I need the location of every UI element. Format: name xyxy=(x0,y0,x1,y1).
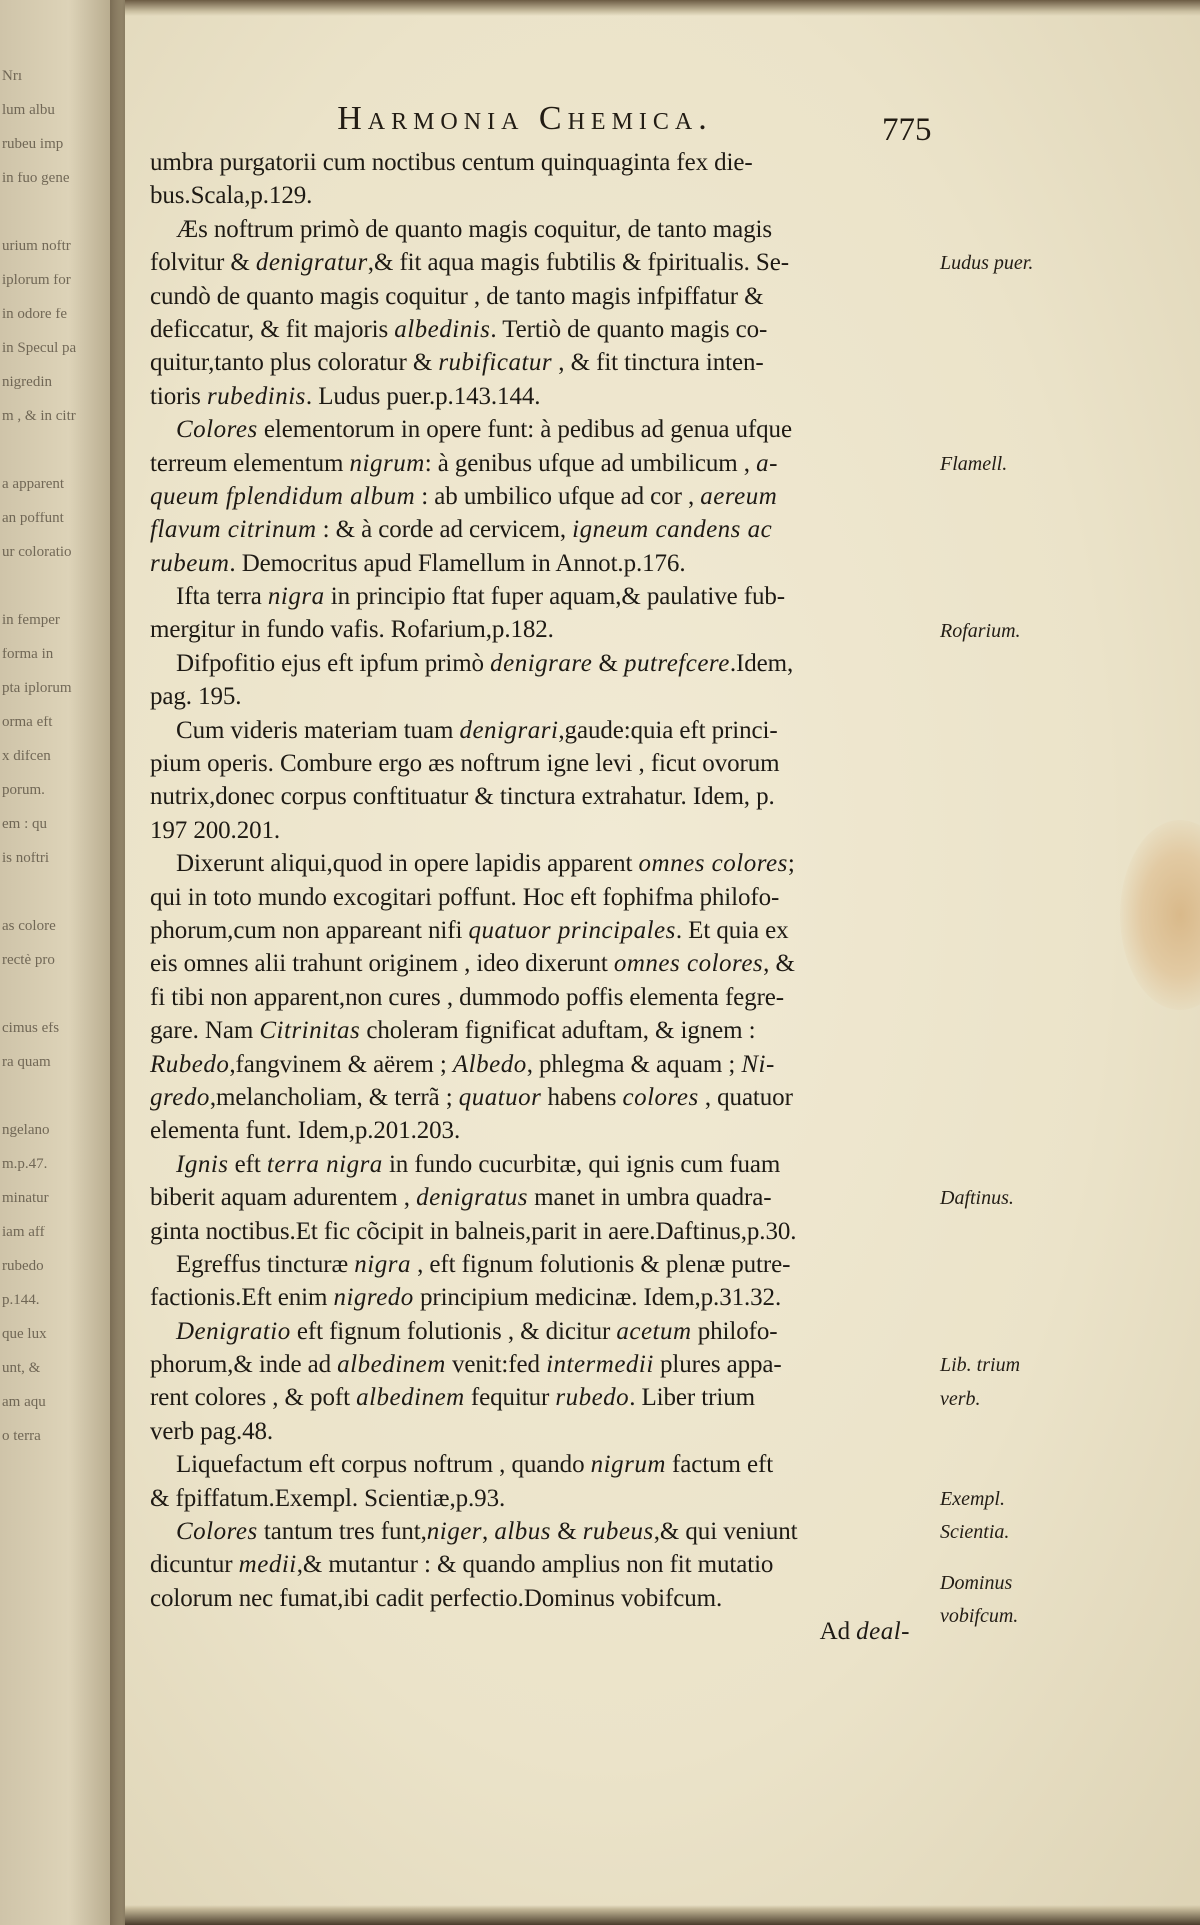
text-line xyxy=(150,346,930,379)
text-line xyxy=(150,580,930,613)
text-line xyxy=(150,1548,930,1581)
text-line xyxy=(150,213,930,246)
facing-page-fragment: porum. xyxy=(2,784,45,797)
page-bottom-edge xyxy=(125,1905,1200,1925)
facing-page-fragment: em : qu xyxy=(2,818,47,831)
italic-term: Colores xyxy=(176,416,258,444)
facing-page-fragment xyxy=(2,1090,120,1103)
italic-term: igneum candens ac xyxy=(572,516,773,544)
facing-page-fragment: orma eft xyxy=(2,716,53,729)
facing-page-fragment xyxy=(2,988,120,1001)
text-run: tioris xyxy=(150,382,207,410)
marginal-note: Ludus puer. xyxy=(940,252,1034,275)
italic-term: Citrinitas xyxy=(259,1017,361,1045)
text-run: ; xyxy=(787,850,795,878)
text-line xyxy=(150,680,930,713)
text-run: . Et quia ex xyxy=(675,916,789,944)
italic-term: denigrare xyxy=(490,649,593,677)
text-run: : ab umbilico ufque ad cor , xyxy=(415,482,701,510)
text-line xyxy=(150,280,930,313)
text-run: factionis.Eft enim xyxy=(150,1284,334,1312)
facing-page-fragment: nigredin xyxy=(2,376,52,389)
facing-page-fragment: unt, & xyxy=(2,1362,41,1375)
text-line xyxy=(150,1281,930,1314)
text-run: phorum,& inde ad xyxy=(150,1351,338,1379)
facing-page-fragment: ur coloratio xyxy=(2,546,72,559)
italic-term: queum fplendidum album xyxy=(150,482,416,510)
text-line xyxy=(150,714,930,747)
italic-term: niger xyxy=(426,1518,483,1546)
italic-term: putrefcere xyxy=(623,649,730,677)
text-run: ,& fit aqua magis fubtilis & fpiritualis. Se- xyxy=(367,249,789,277)
text-run: Egreffus tincturæ xyxy=(176,1250,355,1278)
italic-term: albedinis xyxy=(394,315,491,343)
facing-page-fragment: pta iplorum xyxy=(2,682,72,695)
text-line xyxy=(150,1181,930,1214)
text-line xyxy=(150,1048,930,1081)
text-run: factum eft xyxy=(665,1451,774,1479)
facing-page-fragment: x difcen xyxy=(2,750,51,763)
facing-page-fragment: an poffunt xyxy=(2,512,64,525)
text-line xyxy=(150,1582,930,1615)
italic-term: acetum xyxy=(616,1317,692,1345)
text-run: , & xyxy=(763,950,795,978)
text-run: , xyxy=(482,1518,495,1546)
text-line xyxy=(150,780,930,813)
running-title: Harmonia Chemica. xyxy=(337,100,713,137)
facing-page-fragment: am aqu xyxy=(2,1396,46,1409)
facing-page-fragment: urium noftr xyxy=(2,240,71,253)
facing-page-fragment xyxy=(2,206,120,219)
page-number: 775 xyxy=(882,112,932,148)
text-run: , phlegma & aquam ; xyxy=(526,1050,742,1078)
text-line xyxy=(150,313,930,346)
text-run: , & fit tinctura inten- xyxy=(552,349,764,377)
marginal-note: verb. xyxy=(940,1387,981,1410)
marginal-note: Lib. trium xyxy=(940,1354,1021,1377)
facing-page-fragment xyxy=(2,886,120,899)
page-top-edge xyxy=(125,0,1200,16)
text-run: verb pag.48. xyxy=(150,1417,274,1445)
thumb-smudge xyxy=(1120,820,1200,1010)
text-run: deficcatur, & fit majoris xyxy=(150,315,395,343)
text-line xyxy=(150,1148,930,1181)
text-run: . Ludus puer.p.143.144. xyxy=(305,382,541,410)
text-run: terreum elementum xyxy=(150,449,350,477)
facing-page-fragment: Nrı xyxy=(2,70,22,83)
text-run: 197 200.201. xyxy=(150,816,281,844)
text-run: gare. Nam xyxy=(150,1017,260,1045)
italic-term: a- xyxy=(756,449,778,477)
text-run: pium operis. Combure ergo æs noftrum igne levi , ficut ovorum xyxy=(150,750,780,778)
text-line xyxy=(150,513,930,546)
facing-page-fragment: in femper xyxy=(2,614,60,627)
text-line xyxy=(150,246,930,279)
facing-page-fragment: is noftri xyxy=(2,852,50,865)
italic-term: terra nigra xyxy=(266,1150,383,1178)
text-line xyxy=(150,413,930,446)
text-line xyxy=(150,1315,930,1348)
text-line xyxy=(150,1482,930,1515)
italic-term: denigratur xyxy=(255,249,368,277)
italic-term: flavum citrinum xyxy=(150,516,317,544)
marginal-note: Exempl. xyxy=(940,1488,1005,1510)
text-run: biberit aquam adurentem , xyxy=(150,1184,417,1212)
text-line xyxy=(150,1515,930,1548)
text-line xyxy=(150,1248,930,1281)
italic-term: intermedii xyxy=(546,1351,654,1379)
body-text xyxy=(150,146,930,1649)
facing-page-fragment xyxy=(2,444,120,457)
text-run: nutrix,donec corpus conftituatur & tinctura extrahatur. Idem, p. xyxy=(150,783,775,811)
marginal-note: Scientia. xyxy=(940,1521,1010,1544)
facing-page-fragment: p.144. xyxy=(2,1294,40,1307)
text-run: principium medicinæ. Idem,p.31.32. xyxy=(413,1284,782,1312)
text-run: ,& qui veniunt xyxy=(653,1518,798,1546)
text-run: plures appa- xyxy=(653,1351,782,1379)
text-run: elementa funt. Idem,p.201.203. xyxy=(150,1117,461,1145)
text-run: & fpiffatum.Exempl. Scientiæ,p.93. xyxy=(150,1484,506,1512)
text-run: colorum nec fumat,ibi cadit perfectio.Dominus vobifcum. xyxy=(150,1584,723,1612)
facing-page-fragment: m , & in citr xyxy=(2,410,76,423)
text-run: Æs noftrum primò de quanto magis coquitur, de tanto magis xyxy=(176,215,772,243)
facing-page-fragment xyxy=(2,580,120,593)
facing-page-fragment: o terra xyxy=(2,1430,41,1443)
text-line xyxy=(150,747,930,780)
text-run: tantum tres funt, xyxy=(257,1518,427,1546)
text-run: . Democritus apud Flamellum in Annot.p.176. xyxy=(229,549,686,577)
italic-term: denigrari xyxy=(459,716,559,744)
italic-term: Colores xyxy=(176,1518,258,1546)
text-line xyxy=(150,814,930,847)
text-run: philofo- xyxy=(691,1317,778,1345)
facing-page-fragment: lum albu xyxy=(2,104,55,117)
italic-term: nigra xyxy=(354,1250,411,1278)
text-run: bus.Scala,p.129. xyxy=(150,182,313,210)
italic-term: rubeus xyxy=(582,1518,654,1546)
italic-term: rubedo xyxy=(555,1384,630,1412)
facing-page-fragment: cimus efs xyxy=(2,1022,60,1035)
marginal-note: Rofarium. xyxy=(940,619,1021,642)
text-line xyxy=(150,1081,930,1114)
text-line xyxy=(150,1114,930,1147)
italic-term: medii xyxy=(238,1551,297,1579)
text-run: .Idem, xyxy=(729,649,794,677)
text-line xyxy=(150,914,930,947)
italic-term: Ignis xyxy=(176,1150,229,1178)
facing-page-fragment: a apparent xyxy=(2,478,65,491)
facing-page-fragment xyxy=(2,1464,120,1477)
text-run: eis omnes alii trahunt originem , ideo dixerunt xyxy=(150,950,614,978)
italic-term: quatuor principales xyxy=(468,916,676,944)
italic-term: nigrum xyxy=(349,449,425,477)
text-run: choleram fignificat aduftam, & ignem : xyxy=(360,1017,756,1045)
facing-page-fragment: iplorum for xyxy=(2,274,71,287)
italic-term: Ni- xyxy=(741,1050,775,1078)
text-run: ,& mutantur : & quando amplius non fit mutatio xyxy=(296,1551,774,1579)
text-line xyxy=(150,1348,930,1381)
text-run: mergitur in fundo vafis. Rofarium,p.182. xyxy=(150,616,554,644)
text-run: ginta noctibus.Et fic cõcipit in balneis,parit in aere.Daftinus,p.30. xyxy=(150,1217,797,1245)
text-run: qui in toto mundo excogitari poffunt. Hoc eft fophifma philofo- xyxy=(150,883,780,911)
italic-term: denigratus xyxy=(416,1184,529,1212)
italic-term: colores xyxy=(622,1083,699,1111)
text-run: ,gaude:quia eft princi- xyxy=(558,716,778,744)
text-line xyxy=(150,947,930,980)
marginal-note: Flamell. xyxy=(940,452,1008,475)
text-line xyxy=(150,613,930,646)
text-run: rent colores , & poft xyxy=(150,1384,357,1412)
text-line xyxy=(150,1381,930,1414)
italic-term: aereum xyxy=(700,482,778,510)
marginal-note: Dominus xyxy=(940,1571,1013,1594)
text-run: : & à corde ad cervicem, xyxy=(316,516,573,544)
facing-page-fragment: in Specul pa xyxy=(2,342,77,355)
text-run: Liquefactum eft corpus noftrum , quando xyxy=(176,1451,591,1479)
text-line xyxy=(150,146,930,179)
text-run: fequitur xyxy=(464,1384,556,1412)
facing-page-fragment: in fuo gene xyxy=(2,172,70,185)
italic-term: deal- xyxy=(856,1618,910,1646)
italic-term: omnes colores xyxy=(638,850,788,878)
italic-term: quatuor xyxy=(458,1083,542,1111)
facing-page-fragment: ra quam xyxy=(2,1056,51,1069)
text-run: , quatuor xyxy=(698,1083,793,1111)
italic-term: omnes colores xyxy=(613,950,764,978)
facing-page xyxy=(0,0,125,1925)
text-line xyxy=(150,547,930,580)
text-run: manet in umbra quadra- xyxy=(528,1184,772,1212)
facing-page-fragment: que lux xyxy=(2,1328,47,1341)
italic-term: rubedinis xyxy=(206,382,306,410)
text-line xyxy=(150,1448,930,1481)
text-run: habens xyxy=(541,1083,623,1111)
text-run: ,fangvinem & aërem ; xyxy=(229,1050,453,1078)
text-run: eft xyxy=(228,1150,267,1178)
text-line xyxy=(150,480,930,513)
text-run: Dixerunt aliqui,quod in opere lapidis apparent xyxy=(176,850,639,878)
text-run: dicuntur xyxy=(150,1551,239,1579)
facing-page-fragment: as colore xyxy=(2,920,56,933)
text-run: ,melancholiam, & terrã ; xyxy=(209,1083,459,1111)
facing-page-fragment: ngelano xyxy=(2,1124,50,1137)
text-line xyxy=(150,447,930,480)
text-line xyxy=(150,1014,930,1047)
text-run: elementorum in opere funt: à pedibus ad genua ufque xyxy=(257,416,792,444)
text-run: . Tertiò de quanto magis co- xyxy=(490,315,768,343)
facing-page-fragment: m.p.47. xyxy=(2,1158,48,1171)
text-line xyxy=(150,380,930,413)
italic-term: gredo xyxy=(150,1083,210,1111)
text-run: venit:fed xyxy=(445,1351,547,1379)
text-line xyxy=(150,647,930,680)
facing-page-fragment: rubeu imp xyxy=(2,138,64,151)
text-line xyxy=(150,1415,930,1448)
text-run: Difpofitio ejus eft ipfum primò xyxy=(176,649,491,677)
italic-term: Rubedo xyxy=(150,1050,230,1078)
italic-term: albus xyxy=(494,1518,552,1546)
italic-term: Denigratio xyxy=(176,1317,291,1345)
text-run: cundò de quanto magis coquitur , de tanto magis infpiffatur & xyxy=(150,282,764,310)
italic-term: nigredo xyxy=(333,1284,414,1312)
marginal-note: vobifcum. xyxy=(940,1604,1019,1627)
text-line xyxy=(150,881,930,914)
text-run: pag. 195. xyxy=(150,683,242,711)
text-line xyxy=(150,1215,930,1248)
text-run: Ad xyxy=(819,1618,857,1646)
text-run: fi tibi non apparent,non cures , dummodo poffis elementa fegre- xyxy=(150,983,785,1011)
text-run: Ifta terra xyxy=(176,583,268,611)
italic-term: nigrum xyxy=(590,1451,666,1479)
text-run: phorum,cum non appareant nifi xyxy=(150,916,469,944)
text-line xyxy=(150,1615,930,1648)
italic-term: albedinem xyxy=(356,1384,465,1412)
text-run: : à genibus ufque ad umbilicum , xyxy=(424,449,757,477)
italic-term: rubificatur xyxy=(438,349,553,377)
text-run: folvitur & xyxy=(150,249,256,277)
text-run: in principio ftat fuper aquam,& paulative fub- xyxy=(324,583,786,611)
text-run: , eft fignum folutionis & plenæ putre- xyxy=(410,1250,791,1278)
text-run: & xyxy=(551,1518,583,1546)
italic-term: Albedo xyxy=(452,1050,527,1078)
facing-page-fragment: minatur xyxy=(2,1192,49,1205)
text-run: umbra purgatorii cum noctibus centum quinquaginta fex die- xyxy=(150,149,753,176)
facing-page-fragment: iam aff xyxy=(2,1226,45,1239)
text-run: Cum videris materiam tuam xyxy=(176,716,460,744)
facing-page-fragment: in odore fe xyxy=(2,308,67,321)
marginal-note: Daftinus. xyxy=(940,1187,1014,1210)
text-run: in fundo cucurbitæ, qui ignis cum fuam xyxy=(382,1150,781,1178)
text-line xyxy=(150,847,930,880)
text-run: & xyxy=(592,649,624,677)
italic-term: nigra xyxy=(267,583,325,611)
text-line xyxy=(150,981,930,1014)
text-run: . Liber trium xyxy=(629,1384,755,1412)
italic-term: albedinem xyxy=(337,1351,446,1379)
italic-term: rubeum xyxy=(150,549,230,577)
facing-page-fragment: rubedo xyxy=(2,1260,44,1273)
text-run: eft fignum folutionis , & dicitur xyxy=(290,1317,617,1345)
text-run: quitur,tanto plus coloratur & xyxy=(150,349,439,377)
facing-page-fragment: rectè pro xyxy=(2,954,55,967)
facing-page-fragment: forma in xyxy=(2,648,54,661)
facing-page-fragment xyxy=(2,1498,120,1511)
text-line xyxy=(150,179,930,212)
